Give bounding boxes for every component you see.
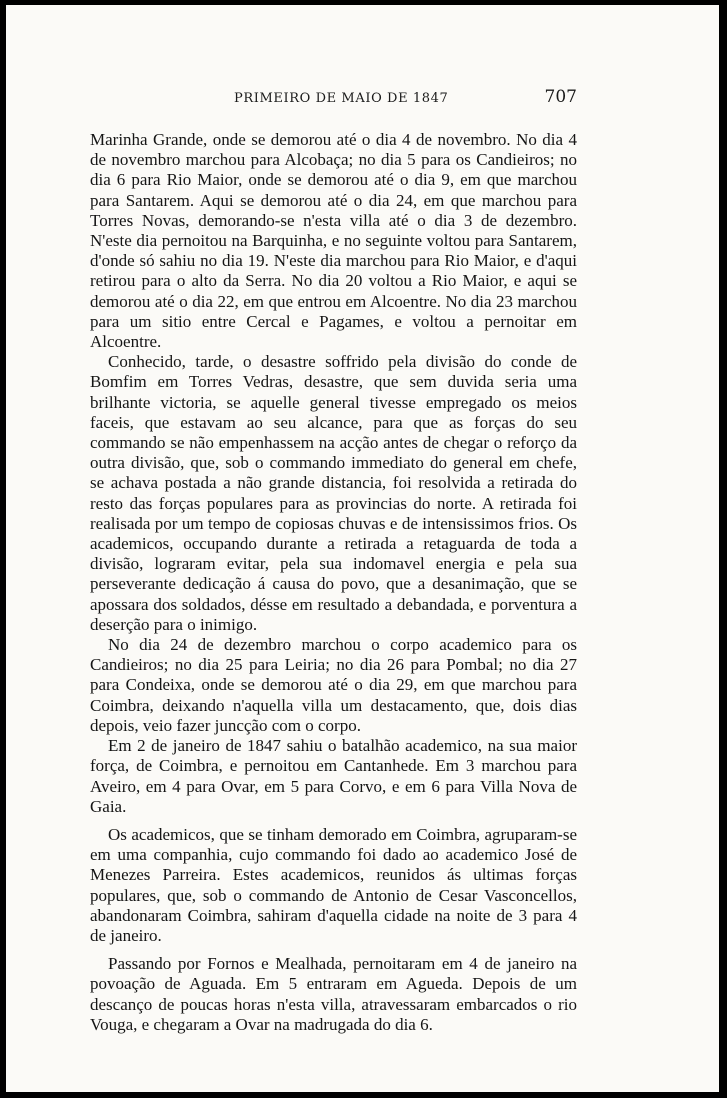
page-number: 707: [544, 87, 577, 107]
body-text: [90, 130, 577, 1035]
paragraph-1: Marinha Grande, onde se demorou até o dia 4 de novembro. No dia 4 de novembro marchou para Alcobaça; no dia 5 para os Candieiros; no dia 6 para Rio Maior, onde se demorou até o dia 9, em que marchou para Santarem. Aqui se demorou até o dia 24, em que marchou para Torres Novas, demorando-se n'esta villa até o dia 3 de dezembro. N'este dia pernoitou na Barquinha, e no seguinte voltou para Santarem, d'onde só sahiu no dia 19. N'este dia marchou para Rio Maior, e d'aqui retirou para o alto da Serra. No dia 20 voltou a Rio Maior, e aqui se demorou até o dia 22, em que entrou em Alcoentre. No dia 23 marchou para um sitio entre Cercal e Pagames, e voltou a pernoitar em Alcoentre.: [90, 130, 577, 352]
page-header: [90, 85, 577, 113]
paragraph-3: No dia 24 de dezembro marchou o corpo academico para os Candieiros; no dia 25 para Leiria; no dia 26 para Pombal; no dia 27 para Condeixa, onde se demorou até o dia 29, em que marchou para Coimbra, deixando n'aquella villa um destacamento, que, dois dias depois, veio fazer juncção com o corpo.: [90, 635, 577, 735]
book-page: [6, 5, 719, 1092]
paragraph-6: Passando por Fornos e Mealhada, pernoitaram em 4 de janeiro na povoação de Aguada. Em 5 entraram em Agueda. Depois de um descanço de poucas horas n'esta villa, atravessaram embarcados o rio Vouga, e chegaram a Ovar na madrugada do dia 6.: [90, 954, 577, 1034]
paragraph-5: Os academicos, que se tinham demorado em Coimbra, agruparam-se em uma companhia, cujo commando foi dado ao academico José de Menezes Parreira. Estes academicos, reunidos ás ultimas forças populares, que, sob o commando de Antonio de Cesar Vasconcellos, abandonaram Coimbra, sahiram d'aquella cidade na noite de 3 para 4 de janeiro.: [90, 824, 577, 945]
paragraph-2: Conhecido, tarde, o desastre soffrido pela divisão do conde de Bomfim em Torres Vedras, desastre, que sem duvida seria uma brilhante victoria, se aquelle general tivesse empregado os meios faceis, que estavam ao seu alcance, para que as forças do seu commando se não empenhassem na acção antes de chegar o reforço da outra divisão, que, sob o commando immediato do general em chefe, se achava postada a não grande distancia, foi resolvida a retirada do resto das forças populares para as provincias do norte. A retirada foi realisada por um tempo de copiosas chuvas e de intensissimos frios. Os academicos, occupando durante a retirada a retaguarda de toda a divisão, lograram evitar, pela sua indomavel energia e pela sua perseverante dedicação á causa do povo, que a desanimação, que se apossara dos soldados, désse em resultado a debandada, e porventura a deserção para o inimigo.: [90, 352, 577, 634]
running-head: PRIMEIRO DE MAIO DE 1847: [234, 91, 449, 106]
paragraph-4: Em 2 de janeiro de 1847 sahiu o batalhão academico, na sua maior força, de Coimbra, e pernoitou em Cantanhede. Em 3 marchou para Aveiro, em 4 para Ovar, em 5 para Corvo, e em 6 para Villa Nova de Gaia.: [90, 736, 577, 816]
